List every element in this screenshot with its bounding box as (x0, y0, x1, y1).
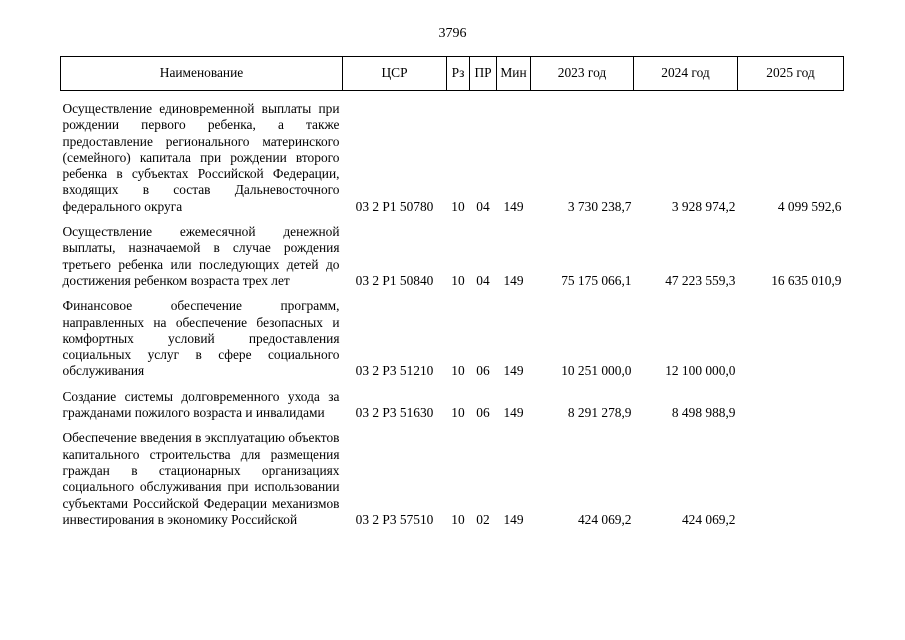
row-name: Осуществление ежемесячной денежной выплаты, назначаемой в случае рождения третьего ребенка или последующих детей до достижения ребенком возраста трех лет (62, 224, 340, 288)
row-2024: 12 100 000,0 (665, 363, 736, 379)
row-2025: 16 635 010,9 (771, 272, 842, 288)
row-min: 149 (503, 363, 524, 379)
row-2024: 424 069,2 (681, 511, 736, 527)
row-pr: 06 (476, 363, 490, 379)
row-2023: 10 251 000,0 (561, 363, 632, 379)
row-name: Финансовое обеспечение программ, направленных на обеспечение безопасных и комфортных условий предоставления социальных услуг в сфере социального обслуживания (62, 298, 340, 379)
row-2024: 3 928 974,2 (671, 198, 736, 214)
row-2025 (738, 421, 844, 528)
table-row (61, 421, 844, 528)
row-2025 (738, 380, 844, 422)
header-name: Наименование (61, 57, 343, 91)
row-csr: 03 2 P3 51630 (355, 405, 434, 421)
row-2025: 4 099 592,6 (777, 198, 842, 214)
page-number: 3796 (438, 26, 467, 41)
row-min: 149 (503, 272, 524, 288)
row-2024: 8 498 988,9 (671, 405, 736, 421)
table-row (61, 380, 844, 422)
row-csr: 03 2 P1 50840 (355, 272, 434, 288)
row-min: 149 (503, 405, 524, 421)
row-rz: 10 (451, 363, 465, 379)
row-rz: 10 (451, 511, 465, 527)
header-rz: Рз (447, 57, 470, 91)
header-csr: ЦСР (343, 57, 447, 91)
table-row (61, 289, 844, 379)
row-name: Создание системы долговременного ухода за гражданами пожилого возраста и инвалидами (62, 388, 340, 421)
header-min: Мин (497, 57, 531, 91)
row-2023: 8 291 278,9 (567, 405, 632, 421)
header-2025: 2025 год (738, 57, 844, 91)
row-rz: 10 (451, 198, 465, 214)
row-pr: 04 (476, 272, 490, 288)
row-csr: 03 2 P1 50780 (355, 198, 434, 214)
header-2023: 2023 год (531, 57, 634, 91)
row-name: Осуществление единовременной выплаты при рождении первого ребенка, а также предоставление регионального материнского (семейного) капитала при рождении второго ребенка в субъектах Российской Федерации, входящих в состав Дальневосточного федерального округа (62, 101, 340, 214)
row-rz: 10 (451, 405, 465, 421)
row-2023: 424 069,2 (577, 511, 632, 527)
row-2023: 3 730 238,7 (567, 198, 632, 214)
row-pr: 04 (476, 198, 490, 214)
header-2024: 2024 год (634, 57, 738, 91)
row-pr: 06 (476, 405, 490, 421)
table-row (61, 215, 844, 289)
row-rz: 10 (451, 272, 465, 288)
row-2024: 47 223 559,3 (665, 272, 736, 288)
row-min: 149 (503, 198, 524, 214)
row-csr: 03 2 P3 51210 (355, 363, 434, 379)
budget-table (60, 56, 844, 528)
row-2025 (738, 289, 844, 379)
row-csr: 03 2 P3 57510 (355, 511, 434, 527)
table-row (61, 91, 844, 216)
header-pr: ПР (470, 57, 497, 91)
table-header-row (61, 57, 844, 91)
row-min: 149 (503, 511, 524, 527)
row-pr: 02 (476, 511, 490, 527)
row-name: Обеспечение введения в эксплуатацию объектов капитального строительства для размещения граждан в стационарных организациях социального обслуживания при использовании субъектами Российской Федерации механизмов инвестирования в экономику Российской (62, 430, 340, 527)
row-2023: 75 175 066,1 (561, 272, 632, 288)
